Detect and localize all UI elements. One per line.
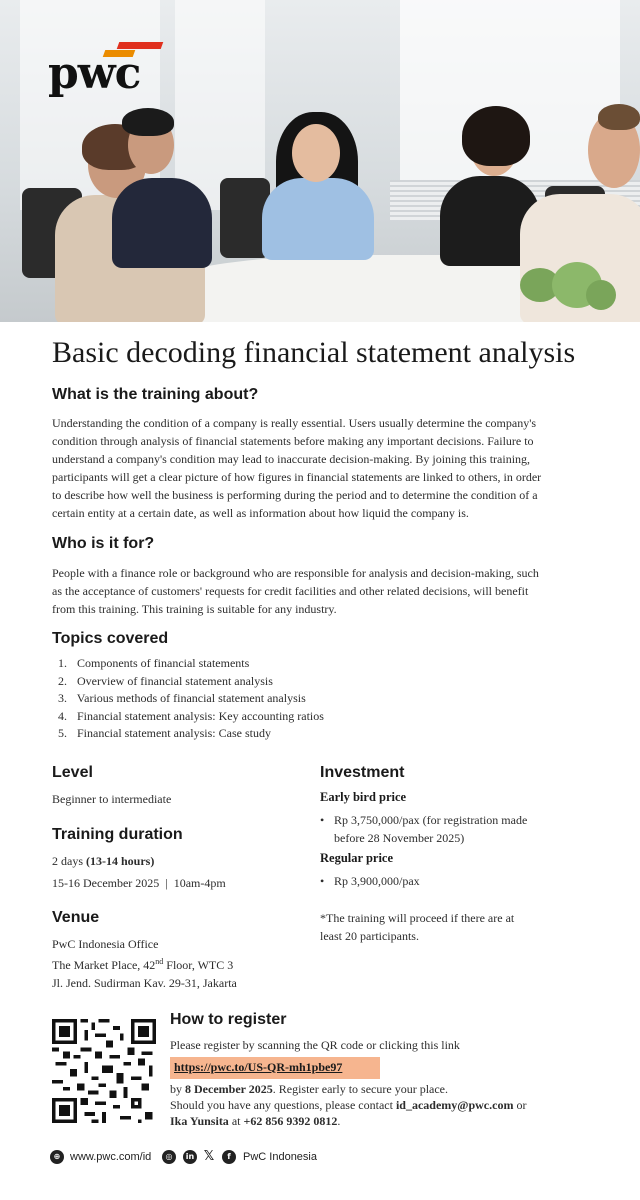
topic-item: 3. Various methods of financial statement analysis — [58, 691, 306, 705]
contact-email[interactable]: id_academy@pwc.com — [395, 1098, 514, 1112]
globe-icon: ⊕ — [50, 1150, 64, 1164]
about-line: understand a company's condition may lead to inaccurate decision-making. By joining this training, — [52, 452, 531, 466]
level-value: Beginner to intermediate — [52, 792, 172, 806]
topic-item: 2. Overview of financial statement analysis — [58, 673, 273, 688]
page-title: Basic decoding financial statement analysis — [52, 336, 576, 369]
register-phone: Ika Yunsita at +62 856 9392 0812. — [170, 1114, 341, 1128]
instagram-icon[interactable]: ◎ — [162, 1150, 176, 1164]
register-link[interactable]: https://pwc.to/US-QR-mh1pbe97 — [174, 1060, 343, 1074]
level-heading: Level — [52, 764, 93, 781]
linkedin-icon[interactable]: in — [183, 1150, 197, 1164]
investment-heading: Investment — [320, 764, 405, 781]
social-name: PwC Indonesia — [243, 1151, 317, 1163]
topic-item: 1. Components of financial statements — [58, 656, 250, 670]
about-heading: What is the training about? — [52, 386, 259, 403]
topics-heading: Topics covered — [52, 630, 169, 647]
venue-heading: Venue — [52, 909, 100, 926]
about-line: to describe how well the business is performing during the period and to determine the condition of a — [52, 488, 538, 502]
x-icon[interactable]: 𝕏 — [203, 1149, 215, 1164]
venue-address: PwC Indonesia Office The Market Place, 42nd Floor, WTC 3 Jl. Jend. Sudirman Kav. 29-31, Jakarta — [52, 937, 237, 990]
hero-photo — [0, 0, 640, 322]
contact-phone[interactable]: +62 856 9392 0812 — [243, 1114, 338, 1128]
regular-label: Regular price — [320, 851, 394, 865]
topic-item: 5. Financial statement analysis: Case study — [58, 726, 271, 740]
topics-list — [58, 655, 324, 743]
register-contact: Should you have any questions, please contact id_academy@pwc.com or — [170, 1098, 527, 1112]
duration-schedule: 15-16 December 2025 | 10am-4pm — [52, 876, 226, 890]
audience-paragraph — [52, 564, 592, 618]
qr-code[interactable] — [52, 1019, 156, 1123]
website-link[interactable]: www.pwc.com/id — [70, 1151, 152, 1163]
early-bird-label: Early bird price — [320, 790, 407, 804]
audience-line: as the acceptance of customers' requests for credit facilities and other related decisions, will benefit — [52, 584, 529, 598]
audience-heading: Who is it for? — [52, 535, 155, 552]
participants-note: *The training will proceed if there are at least 20 participants. — [320, 911, 515, 943]
hero-plant — [586, 280, 616, 310]
duration-hours: 2 days (13-14 hours) — [52, 854, 155, 868]
duration-heading: Training duration — [52, 826, 183, 843]
about-line: participants will get a clear picture of how figures in financial statements are linked to others, in order — [52, 470, 542, 484]
topic-item: 4. Financial statement analysis: Key accounting ratios — [58, 708, 324, 723]
pwc-logo: pwc — [48, 40, 168, 102]
about-line: Understanding the condition of a company is really essential. Users usually determine the company's — [52, 416, 537, 430]
facebook-icon[interactable]: f — [222, 1150, 236, 1164]
register-heading: How to register — [170, 1011, 287, 1028]
regular-price: • Rp 3,900,000/pax — [320, 874, 420, 888]
about-line: certain entity at a certain date, as well as information about how liquid the company is. — [52, 506, 469, 520]
about-paragraph — [52, 414, 592, 522]
register-intro: Please register by scanning the QR code or clicking this link — [170, 1038, 460, 1052]
early-bird-price: • Rp 3,750,000/pax (for registration made before 28 November 2025) — [320, 813, 528, 845]
audience-line: from this training. This training is suitable for any industry. — [52, 602, 337, 616]
register-deadline: by 8 December 2025. Register early to secure your place. — [170, 1082, 449, 1096]
about-line: condition through analysis of financial statements before making any important decisions. Failure to — [52, 434, 534, 448]
audience-line: People with a finance role or background who are responsible for analysis and decision-making, such — [52, 566, 539, 580]
